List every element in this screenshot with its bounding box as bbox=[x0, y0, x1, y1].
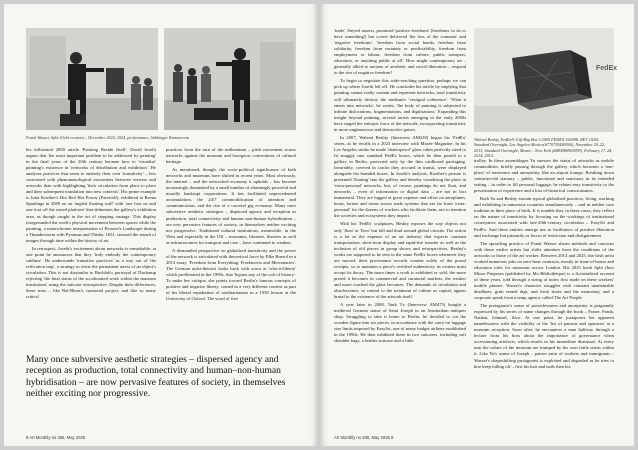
paragraph: In 2007, Walead Beshty (Interview AM418) began his 'FedEx' series, as he recalls in a 2023 interview with Musée Magazine. In his Los Angeles studio he made 'shatterproof' glass cubes perfectly sized to fit snuggly into standard FedEx boxes, which he then posted to a gallery in Berlin, protected only by the thin cardboard packaging. Invariably, covered in cracks they accrued in transit, were displayed alongside the branded boxes. In Joselit's analysis, Koether's picture is presented 'floating' into the gallery and thereby visualising the place in 'extra-personal' networks, but, of course, paintings do not float, and networks – even of information or digital data – are not in fact immaterial. They are lugged at great expense and effort on aeroplanes, boats, lorries and trains across trade systems that are far from 'extra-personal' for the dozens of workers who facilitate them, not to mention the societies and ecosystems they impact. bbox=[334, 134, 466, 219]
paragraph: The protagonist's sense of powerlessness and anonymity is poignantly expressed by his series of name changes through the book – Fraser, Frank, Nathan, Ishmael, Zero. At one point, he juxtaposes his apparent namelessness with the visibility of the 'list of patrons and sponsors' at a museum reception. Soon after, he encounters a man halfway through a lecture from his boss about the importance of governance when accessioning artefacts, which results in his immediate dismissal. At every turn the values of the museum are trumped by his own futile status within it. Like Yu's statue of Joseph – patron saint of workers and immigrants – Wasser's shapeshifting protagonist is exploited and degraded as he tries to hire keep falling off – first his hair and nails then his bbox=[474, 303, 614, 369]
left-column-2 bbox=[166, 147, 296, 343]
paragraph: To begin to negotiate this wide-reaching question, perhaps we can pick up where Joselit left off. He concludes his article by implying that painting cannot really contain and represent networks; total transitivity will ultimately destroy the medium's 'vestigial coherence'. 'What it enters into networks', he writes, 'the body of painting is subjected to infinite dislocations, fragmentations, and digitisations.' Expanding this insight beyond painting, several artists emerging in the early 2000s have staged the entropic force of the network, incorporating transitivity in more unglamorous and destructive guises. bbox=[334, 78, 466, 132]
paragraph: practices from the turn of the millennium – pitch movement across networks against the museum and bourgeois conventions of cultural heritage. bbox=[166, 147, 296, 165]
right-column-1 bbox=[334, 28, 466, 432]
performance-photo-right bbox=[164, 28, 296, 130]
paragraph: The sprawling practice of Frank Wasser shares methods and concerns with those earlier artists but shifts attention from the conditions of the artworks to those of the art worker. Between 2014 and 2025, the Irish artist worked numerous jobs on zero-hour contracts, mostly in front-of-house and education roles for museums across London. His 2023 book Split (Into Minor Purposes (published by Ma Bibliothèque) is a fictionalised account of these years, told through a string of notes first made on these workers' mobile phones. Wasser's character struggles with constant unattainable deadlines, grim rented digs, and fresh shoes and the monotony, and a corporate speak from a temp agency called The Art People. bbox=[474, 240, 614, 301]
paragraph: 'trade', Steyerl asserts, promised 'positive freedoms' (freedoms 'to do or have something') but covert delivered 'the loss of the common' and 'negative freedoms': 'freedom from social bonds, freedom from solidarity, freedom from certainty or predictability, freedom from employment or labour, freedom from culture, public transport, education, or anything public at all'. How might contemporary art – generally allied to notions of aesthetic and social liberation – respond to the rise of negative freedom? bbox=[334, 28, 466, 76]
fedex-sculpture-photo bbox=[474, 28, 618, 132]
paragraph: With his 'FedEx' sculptures, Beshty exposes the way objects not only 'float' or 'flow' but fall and thud around global circuits. The action is a lot as the expense of an art industry that expects constant transportation, short-term display and rapid-fire transfer as well as the inclusion of old pieces in group shows and retrospectives. Beshty's works are supposed to be sent in the same FedEx boxes whenever they are moved: their provenance records content solely of the postal receipts, so to maintain a piece's certified authenticity its owners must accept its decay. The more times a work is exhibited or sold, the more prized it becomes in commercial and curatorial markets, the weaker and more cracked the glass becomes. The demands of circulation and obsolescence, so central to the treatment of culture as capital, appear brutal to the existence of the artwork itself. bbox=[334, 221, 466, 300]
paragraph: A dismantled perspective on globalised transitivity and the power of the network is articulated with theoretical force by Elke Buerol in a 2013 essay, 'Freedom from Everything: Freelancers and Mercenaries'. The German artist-theorist looks back with scorn at 'who-is-liberty' which proliferated in the 1990s, that 'bypass any of the cult of history'. To make her critique, she points toward Berlin's famous concepts of positive and negative liberty, coined in a very different context as part of his liberal repudiation of totalitarianism in a 1958 lecture at the University of Oxford. The word of free bbox=[166, 247, 296, 302]
pull-quote: Many once subversive aesthetic strategies – dispersed agency and reception as production, total connectivity and human–non-human hybridisation – are now pervasive features of society, in themselves neither exciting nor progressive. bbox=[26, 354, 286, 399]
paragraph: As mentioned, though, the socio-political significance of both networks and museums have shifted in recent years. Most obviously, the internet – and the networked economy it upholds – has become increasingly dominated by a small number of alarmingly powerful and morally bankrupt corporations. It has facilitated unprecedented accumulation, the 24/7 commodification of attention and communication, and the rise of a carceral gig economy. Many once subversive aesthetic strategies – dispersed agency and reception as production, total connectivity and human–non-human hybridisation – are now pervasive features of society, in themselves neither exciting nor progressive. Traditional cultural institutions, meanwhile, in the West and especially in the UK – museums, libraries, theatres as well as infrastructures for transport and care – have continued to weaken. bbox=[166, 167, 296, 245]
paragraph: Both Yu and Beshty sustain typical globalised practices, living, working and exhibiting in numerous countries simultaneously – and in neither case tradition in their place of birth. It is notable that, in these cases, they reflect on the nature of transitivity by focusing on the workings of institutional conveyance associated with late-20th-century circulation – EasyJet and FedEx. And these entities emerge not as facilitators of positive liberation and exchange but primarily as forces of restriction and disfigurement. bbox=[474, 196, 614, 238]
paragraph: In retrospect, Joselit's excitement about networks is remarkable; at one point he announces that they 'truly embody the contemporary sublime'. He understands 'transitive practices' as a way out of 'the reification trap', a strategy to resist the permanent arrest of an object's circulation. This is not dissimilar to Buchloh's portrayal of Duchamp rejecting 'the final status of the acculturated work within the museum institutions' using the suitcase retrospective. Despite their differences, these texts – like Bal-Blanc's curatorial project, and like so many critical bbox=[26, 245, 156, 300]
paragraph: his influential 2000 article 'Painting Beside Itself', David Joselit argues that 'the most important problem to be addressed by painting' in the final years of the 20th century became how to 'visualise' painting's existence in 'networks of distribution and exhibition'. He analyses practices that seem to embody their own 'transitivity' – less concerned with phenomenological encounters between viewers and artworks than with highlighting 'their circulation from place to place and their subsequent translation into new contexts'. His prime example is Jutta Koether's Hot Red Hot Power (Farewell), exhibited at Reena Spaulings in 2009 on an 'angled floating wall' with 'one foot on and one foot off the raised platform' that delineates the gallery's exhibition area, as though caught in the act of stepping onstage. This display foregrounded the work's physical movement between spaces while the painting, a monochrome interpretation of Poussin's Landscape during a Thunderstorm with Pyramus and Thisbe, 1651, stressed the transit of images through time within the history of art. bbox=[26, 147, 156, 243]
page-number-left: 8 Art Monthly no 486, May 2025 bbox=[26, 435, 86, 440]
paragraph: trolley. In these assemblages Yu stresses the status of artworks as mobile commodities, briefly passing through the gallery which becomes a 'non-place' of transience and anonymity, like an airport lounge. Breaking down centuries-old statuary – public, functional and sanctuary in its intended setting – in order to fill personal luggage, he relates easy transitivity to the privatisation of experience and a loss of historical consciousness. bbox=[474, 158, 614, 194]
performance-photo-left bbox=[26, 28, 158, 130]
paragraph: A year later in 2008, Tank Tv (Interview AM475) bought a medieval German statue of Saint Joseph in an Amsterdam antiques shop. Struggling to take it home to Berlin, he decided to cut the wooden figure into six pieces, in accordance with the carry-on luggage size limits imposed by EasyJet, one of many budget airlines established in the 1990s. He then exhibited these in two suitcases, including soft shoulder bags, a leather suitcase and a little bbox=[334, 302, 466, 344]
fedex-logo: FedEx bbox=[596, 65, 618, 72]
fedex-photo-caption: Walead Beshty, FedEx® Gift Bag Box ©2005 FEDEX 160098, REV 10/05, Standard Overnight, Los Angeles-Mexico(#770739440000), November 20–22, 2013, Standard Overnight, Miami – New York (#880886900999), February 17–24, 2014, 2010– bbox=[474, 137, 613, 159]
left-page bbox=[4, 4, 318, 446]
photo-caption: Frank Wasser, Split (Gebi version) – December 2024, 2024, performance, Sabbinger Kunstverein bbox=[26, 135, 190, 140]
page-number-right: Art Monthly no 486, May 2025 9 bbox=[334, 435, 394, 440]
right-column-2 bbox=[474, 158, 614, 432]
right-page bbox=[320, 4, 634, 446]
left-column-1 bbox=[26, 147, 156, 343]
magazine-spread bbox=[4, 4, 634, 446]
